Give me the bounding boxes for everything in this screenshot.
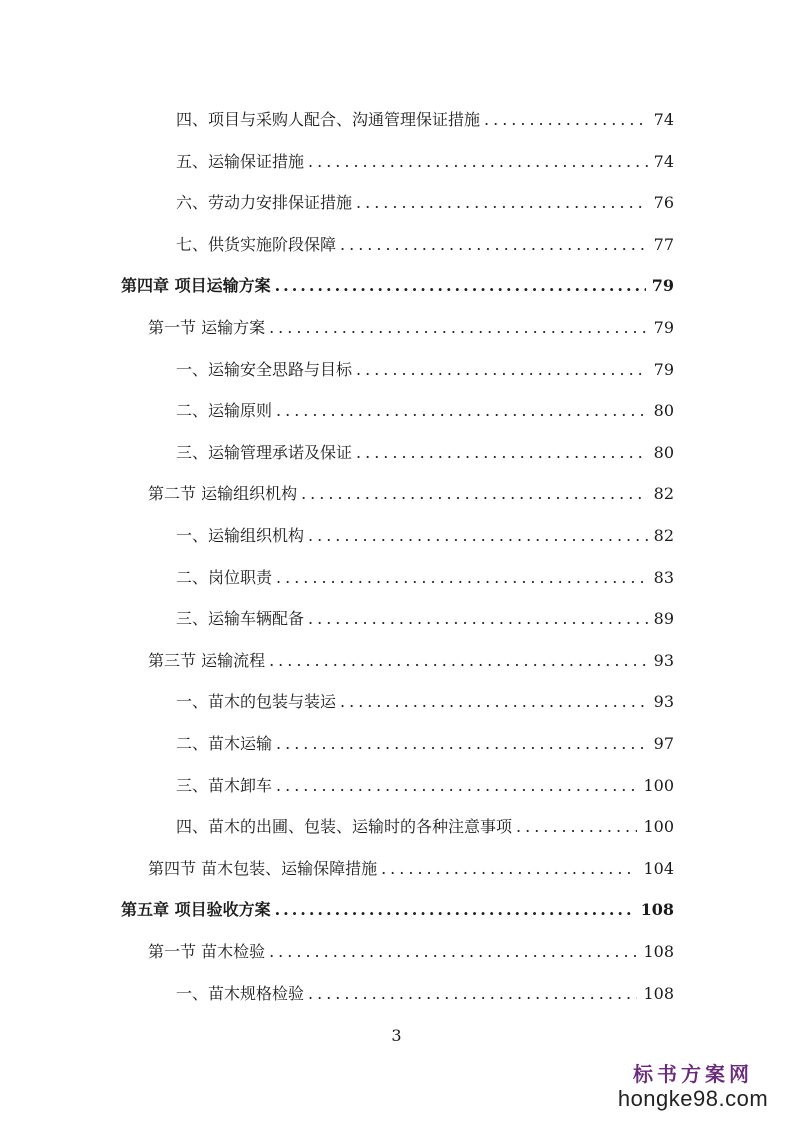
toc-dot-leader xyxy=(276,401,648,421)
toc-entry-page: 74 xyxy=(653,151,674,171)
toc-entry-title: 第五章 项目验收方案 xyxy=(121,900,271,920)
toc-entry-page: 79 xyxy=(651,276,674,296)
toc-entry-section xyxy=(148,853,674,879)
toc-entry-item xyxy=(176,520,674,546)
toc-dot-leader xyxy=(308,984,637,1004)
toc-dot-leader xyxy=(301,484,648,504)
toc-entry-item xyxy=(176,229,674,255)
toc-entry-section xyxy=(148,645,674,671)
toc-entry-title: 五、运输保证措施 xyxy=(176,151,305,171)
toc-entry-title: 第一节 苗木检验 xyxy=(148,942,266,961)
toc-entry-title: 三、运输管理承诺及保证 xyxy=(176,442,353,462)
toc-entry-item xyxy=(176,770,674,796)
toc-entry-section xyxy=(148,936,674,962)
toc-dot-leader xyxy=(356,443,648,463)
toc-dot-leader xyxy=(308,526,648,546)
toc-entry-title: 一、苗木规格检验 xyxy=(176,983,305,1003)
toc-dot-leader xyxy=(269,318,648,338)
toc-entry-page: 79 xyxy=(653,359,674,379)
toc-entry-chapter xyxy=(121,270,674,296)
toc-entry-title: 四、苗木的出圃、包装、运输时的各种注意事项 xyxy=(176,817,513,837)
toc-entry-page: 82 xyxy=(653,526,674,545)
toc-dot-leader xyxy=(275,900,635,920)
toc-entry-chapter xyxy=(121,894,674,920)
toc-entry-title: 六、劳动力安排保证措施 xyxy=(176,193,353,213)
toc-dot-leader xyxy=(275,276,646,296)
toc-entry-title: 三、苗木卸车 xyxy=(176,775,273,795)
toc-entry-page: 100 xyxy=(643,775,674,795)
toc-entry-page: 83 xyxy=(653,567,674,587)
toc-entry-title: 二、运输原则 xyxy=(176,401,273,421)
toc-dot-leader xyxy=(308,609,648,629)
toc-entry-item xyxy=(176,395,674,421)
toc-entry-item xyxy=(176,978,674,1004)
toc-entry-title: 第四节 苗木包装、运输保障措施 xyxy=(148,858,378,878)
toc-entry-item xyxy=(176,728,674,754)
toc-dot-leader xyxy=(308,152,648,172)
toc-entry-item xyxy=(176,146,674,172)
toc-entry-page: 80 xyxy=(653,401,674,421)
toc-entry-item xyxy=(176,437,674,463)
toc-dot-leader xyxy=(356,193,648,213)
watermark-logo xyxy=(613,1062,773,1112)
toc-dot-leader xyxy=(484,110,648,130)
toc-entry-page: 79 xyxy=(653,318,674,337)
toc-entry-item xyxy=(176,104,674,130)
toc-entry-item xyxy=(176,562,674,588)
toc-entry-title: 一、运输组织机构 xyxy=(176,526,305,545)
toc-entry-title: 第二节 运输组织机构 xyxy=(148,484,298,504)
toc-entry-item xyxy=(176,603,674,629)
toc-entry-item xyxy=(176,187,674,213)
toc-entry-page: 108 xyxy=(640,900,674,920)
toc-entry-item xyxy=(176,811,674,837)
toc-entry-page: 104 xyxy=(643,858,674,878)
toc-entry-title: 一、苗木的包装与装运 xyxy=(176,692,337,712)
toc-entry-section xyxy=(148,478,674,504)
toc-dot-leader xyxy=(269,651,648,671)
toc-entry-title: 第三节 运输流程 xyxy=(148,650,266,670)
toc-entry-page: 108 xyxy=(643,942,674,961)
toc-entry-page: 74 xyxy=(653,110,674,129)
toc-entry-page: 93 xyxy=(653,692,674,712)
toc-entry-title: 二、岗位职责 xyxy=(176,567,273,587)
toc-entry-section xyxy=(148,312,674,338)
toc-entry-title: 第四章 项目运输方案 xyxy=(121,276,271,296)
toc-entry-page: 93 xyxy=(653,650,674,670)
toc-entry-item xyxy=(176,354,674,380)
toc-entry-page: 80 xyxy=(653,442,674,462)
toc-entry-item xyxy=(176,686,674,712)
toc-entry-title: 三、运输车辆配备 xyxy=(176,609,305,629)
toc-dot-leader xyxy=(269,942,637,962)
watermark-url: hongke98.com xyxy=(617,1086,769,1111)
toc-dot-leader xyxy=(516,817,637,837)
toc-dot-leader xyxy=(276,568,648,588)
toc-dot-leader xyxy=(356,360,648,380)
toc-dot-leader xyxy=(381,859,637,879)
toc-entry-title: 四、项目与采购人配合、沟通管理保证措施 xyxy=(176,110,481,129)
watermark-text: 标书方案网 xyxy=(633,1062,753,1086)
toc-entry-page: 82 xyxy=(653,484,674,504)
toc-entry-title: 一、运输安全思路与目标 xyxy=(176,359,353,379)
toc-dot-leader xyxy=(340,235,648,255)
page-number: 3 xyxy=(391,1026,402,1045)
toc-entry-page: 76 xyxy=(653,193,674,213)
toc-entry-page: 108 xyxy=(643,983,674,1003)
toc-entry-page: 77 xyxy=(653,234,674,254)
toc-entry-page: 97 xyxy=(653,734,674,753)
toc-entry-page: 89 xyxy=(653,609,674,629)
toc-dot-leader xyxy=(276,776,637,796)
toc-entry-title: 七、供货实施阶段保障 xyxy=(176,234,337,254)
toc-dot-leader xyxy=(276,734,648,754)
toc-dot-leader xyxy=(340,692,648,712)
toc-entry-page: 100 xyxy=(643,817,674,837)
toc-entry-title: 第一节 运输方案 xyxy=(148,318,266,337)
toc-entry-title: 二、苗木运输 xyxy=(176,734,273,753)
